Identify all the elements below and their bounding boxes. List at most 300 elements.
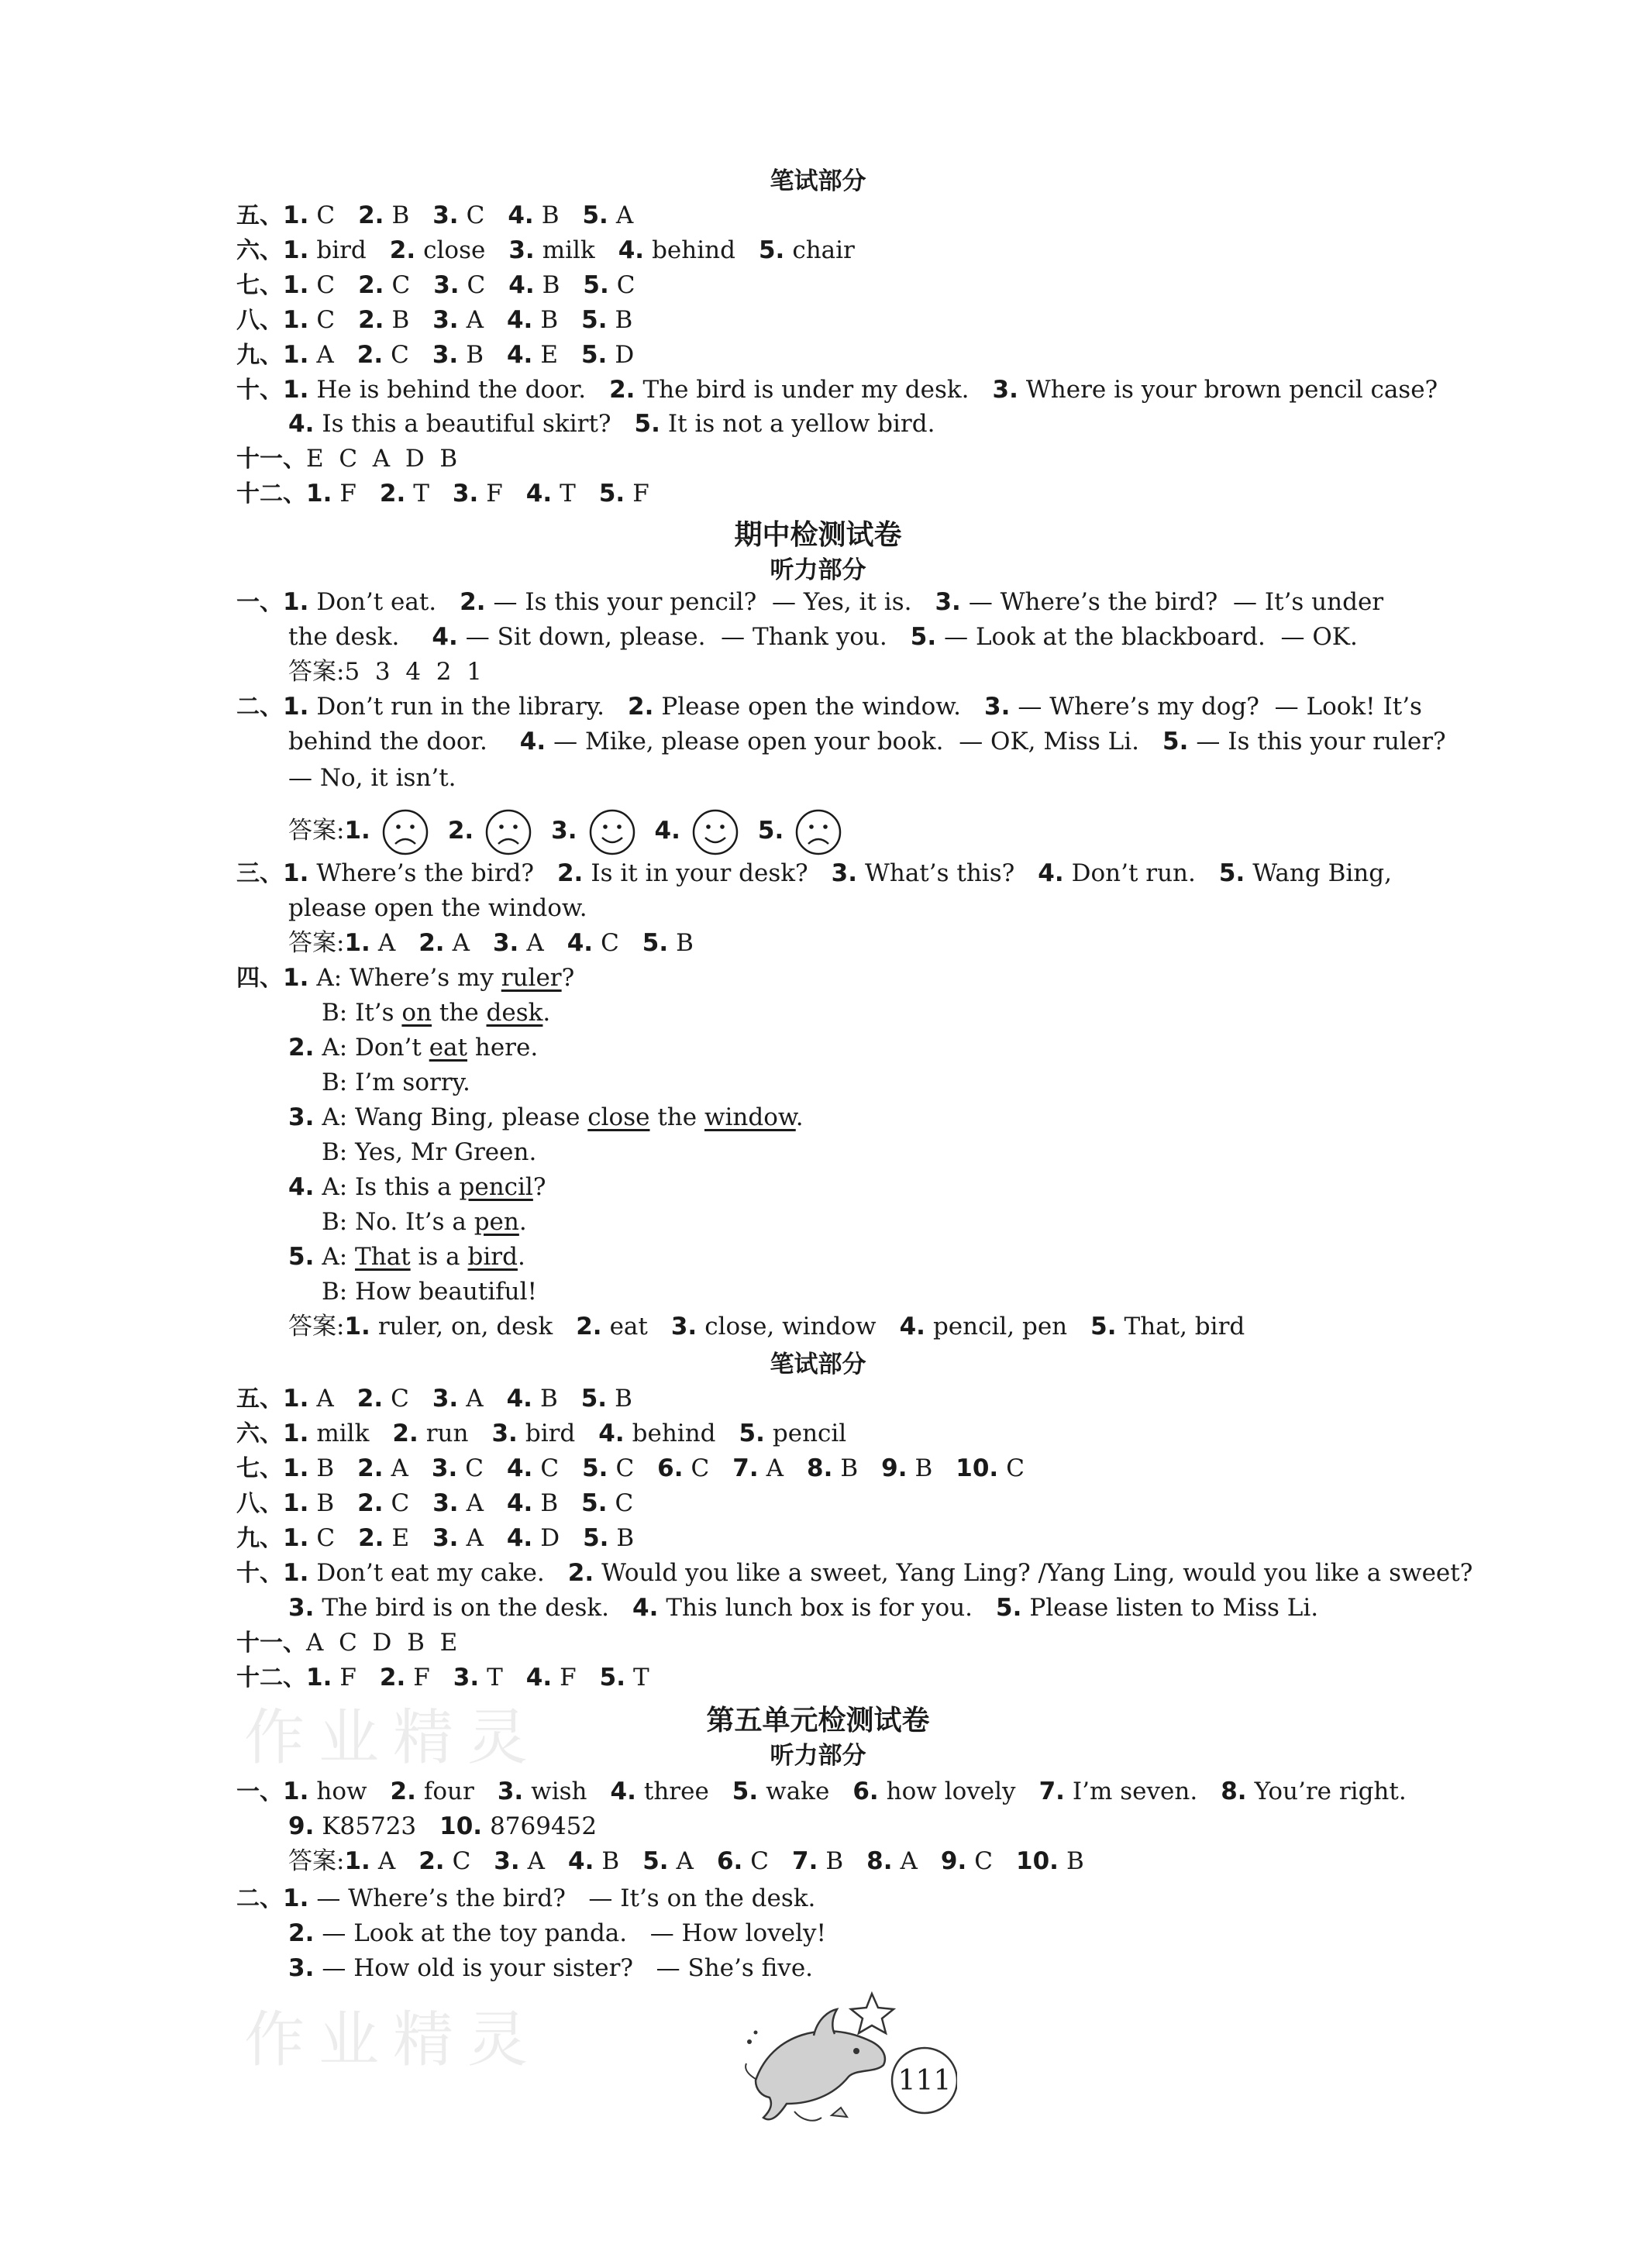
answer-item [581,303,632,337]
item-number: 2. [447,817,474,845]
item-number: 1. [283,236,309,264]
item-text: E [391,1524,410,1552]
item-text: 8769452 [490,1812,598,1840]
item-text: chair [792,236,855,264]
item-text: Don’t run. [1071,859,1196,887]
underlined-answer: window [704,1103,796,1131]
item-number: 5. [580,341,608,369]
sad-face-icon [794,808,842,856]
answer-item [1219,856,1392,890]
answer-item [526,477,576,511]
u4-s10-line1 [236,373,1481,408]
item-number: 5. [581,306,608,334]
item-text: You’re right. [1254,1778,1407,1805]
item-number: 2. [357,1454,384,1482]
answer-item [358,198,409,232]
answer-item [288,407,611,441]
answer-item [498,1774,587,1809]
smiley-face-icon [588,808,636,856]
answer-item [807,1451,858,1485]
underlined-answer: on [401,999,432,1027]
item-number: 1. [283,306,309,334]
item-text: C [601,929,619,957]
item-text: bird [316,236,367,264]
answer-item [283,233,367,267]
item-text: C [391,1489,410,1517]
answer-item [283,198,335,232]
answer-item [866,1844,918,1878]
item-number: 5. [1090,1313,1117,1340]
answer-item [357,338,409,372]
item-number: 10. [439,1812,483,1840]
item-number: 2. [418,929,445,957]
midterm-listening-heading: 听力部分 [770,556,866,584]
item-text: B [540,1489,559,1517]
answer-item [283,690,604,724]
item-text: B [316,1489,335,1517]
item-number: 1. [283,271,309,299]
answer-item [582,1451,634,1485]
item-number: 3. [831,859,857,887]
midterm-title: 期中检测试卷 [734,519,902,551]
item-text: wake [766,1778,830,1805]
item-number: 1. [283,1420,309,1447]
mid-s2-answer [288,800,1481,862]
item-number: 2. [628,693,654,721]
mid-s1-line2 [288,620,1481,654]
answer-item [358,1521,409,1555]
item-number: 3. [491,1420,518,1447]
face-answers [344,817,861,845]
item-text: C [974,1847,994,1875]
answer-item [1016,1844,1084,1878]
item-number: 1. [283,341,309,369]
mid-s7 [236,1451,1481,1486]
item-text: A [377,1847,396,1875]
mid-s10-line1 [236,1556,1481,1591]
answer-item [941,1844,993,1878]
item-text: A [466,306,484,334]
answer-item [732,1774,830,1809]
item-text: C [316,201,336,229]
answer-item [642,1844,694,1878]
dialogue-text: . [542,999,551,1027]
item-number: 5. [757,817,784,845]
answer-item [283,1774,367,1809]
u5-s1-answers [344,1847,1107,1875]
mid-s3-items [283,859,1415,887]
dialogue-text: A: Wang Bing, please [322,1103,588,1131]
mid-s4-d1a [236,961,1481,996]
item-number: 5. [583,271,609,299]
item-text: Is this a beautiful skirt? [322,410,611,438]
item-number: 4. [288,1173,315,1201]
item-text: ruler, on, desk [377,1313,553,1340]
answer-item [557,856,808,890]
item-number: 4. [506,306,533,334]
item-text: behind [632,1420,716,1447]
item-number: 2. [460,588,486,616]
answer-item [598,1416,715,1451]
item-text: Where’s the bird? [316,859,534,887]
answer-item [357,1451,408,1485]
mid-s2-items2 [520,728,1469,755]
answer-label: 答案: [288,658,345,686]
item-number: 3. [452,480,479,508]
item-number: 4. [567,929,594,957]
item-number: 4. [519,728,546,755]
item-text: close [423,236,486,264]
u5-s2-items2 [288,1919,849,1947]
item-number: 4. [506,1489,533,1517]
item-text: — Is this your ruler? [1196,728,1446,755]
answer-text: A C D B E [306,1629,458,1657]
item-text: E [540,341,558,369]
u5-s1-answer [288,1844,1481,1878]
item-text: eat [609,1313,648,1340]
item-text: A [527,1847,546,1875]
answer-item [1090,1310,1245,1344]
section-label: 九、 [236,1525,283,1552]
item-text: B [542,271,560,299]
item-number: 4. [506,1385,532,1413]
section-label: 一、 [236,1778,283,1805]
mid-s4-d5b: B: How beautiful! [322,1278,537,1306]
item-number: 5. [1162,728,1189,755]
answer-item [283,1881,815,1915]
dialogue-text: B: No. It’s a [322,1208,474,1236]
answer-item [911,620,1358,654]
item-number: 4. [506,1524,533,1552]
item-text: T [633,1664,649,1692]
item-number: 3. [453,1664,480,1692]
item-text: pencil [772,1420,847,1447]
mid-s1-items [283,588,1407,616]
answer-item [792,1844,843,1878]
answer-item [581,338,634,372]
answer-text: E C A D B [306,445,458,473]
item-text: C [1006,1454,1025,1482]
item-number: 1. [283,1559,309,1587]
item-text: F [560,1664,577,1692]
item-number: 2. [567,1559,594,1587]
u4-s12 [236,477,1481,511]
item-number: 5. [1218,859,1245,887]
item-number: 1. [283,1489,309,1517]
item-number: 2. [356,341,384,369]
item-text: B [825,1847,844,1875]
answer-item [508,233,594,267]
item-text: B [541,201,560,229]
item-text: F [413,1664,430,1692]
answer-item [460,585,911,619]
answer-item [432,1451,484,1485]
u5-s1-line2 [288,1809,1481,1843]
item-text: A [615,201,634,229]
item-number: 1. [283,1454,309,1482]
item-text: Is it in your desk? [591,859,808,887]
answer-item [642,926,694,960]
item-number: 3. [288,1954,315,1982]
unit5-listening-heading: 听力部分 [770,1742,866,1770]
answer-item [739,1416,847,1451]
item-text: milk [542,236,595,264]
answer-item [600,1661,649,1695]
sad-face-icon [484,808,532,856]
item-number: 4. [525,1664,553,1692]
dialogue-text: B: It’s [322,999,402,1027]
item-number: 8. [866,1847,893,1875]
answer-item [283,303,335,337]
item-text: wish [531,1778,587,1805]
mid-s6 [236,1416,1481,1451]
dialogue-text: here. [467,1034,539,1062]
item-number: 4. [508,271,535,299]
item-text: C [465,1454,484,1482]
u4-s10-items-b [288,410,958,438]
item-text: A [377,929,396,957]
dialogue-text: A: Don’t [322,1034,429,1062]
mid-s3-answer [288,926,1481,960]
underlined-answer: That [355,1243,411,1271]
section-label: 十二、 [236,480,306,508]
answer-item [632,1591,973,1625]
u5-s2-line2 [288,1916,1481,1950]
answer-item [283,338,334,372]
item-text: The bird is on the desk. [322,1594,609,1622]
item-text: Would you like a sweet, Yang Ling? /Yang Ling, would you like a sweet? [601,1559,1473,1587]
item-text: The bird is under my desk. [642,376,970,404]
dialogue-line [316,964,574,992]
item-number: 5. [582,1454,608,1482]
midterm-written-heading: 笔试部分 [770,1351,866,1378]
item-text: C [750,1847,770,1875]
item-number: 5. [288,1243,315,1271]
item-number: 2. [357,1489,384,1517]
item-text: F [486,480,503,508]
item-number: 2. [379,480,406,508]
answer-item [493,926,544,960]
mid-s1-answer [288,655,1481,689]
answer-label: 答案: [288,929,345,957]
item-text: B [1066,1847,1084,1875]
u5-s2-line3 [288,1951,1481,1985]
item-text: Where is your brown pencil case? [1025,376,1438,404]
item-text: A [466,1385,484,1413]
answer-item [567,926,619,960]
answer-item [507,303,558,337]
item-number: 5. [580,1385,608,1413]
item-text: four [423,1778,474,1805]
item-number: 3. [497,1778,524,1805]
answer-item [432,1521,484,1555]
underlined-answer: pencil [459,1173,533,1201]
section-label: 九、 [236,342,283,369]
dialogue-line [322,1034,538,1062]
item-text: A [900,1847,918,1875]
answer-item [759,233,855,267]
dialogue-text: ? [532,1173,546,1201]
line-start: behind the door. [288,728,487,755]
item-number: 1. [283,376,309,404]
u4-s10-items-a [283,376,1461,404]
answer-item [344,926,395,960]
item-text: B [539,1385,558,1413]
section-label: 十二、 [236,1664,306,1692]
answer-item [657,1451,709,1485]
item-text: — Where’s my dog? — Look! It’s [1018,693,1422,721]
item-number: 9. [881,1454,908,1482]
item-number: 5. [732,1778,759,1805]
underlined-answer: desk [486,999,543,1027]
item-number: 2. [356,1385,384,1413]
answer-item [283,1556,545,1590]
answer-item [283,1382,334,1416]
item-text: — How old is your sister? — She’s five. [322,1954,814,1982]
underlined-answer: bird [467,1243,518,1271]
item-text: — Where’s the bird? — It’s on the desk. [316,1884,816,1912]
dialogue-text: A: [322,1243,356,1271]
item-text: — Is this your pencil? — Yes, it is. [493,588,912,616]
answer-item [507,1451,559,1485]
item-text: A [466,1524,484,1552]
answer-item [520,724,1139,759]
item-text: B [601,1847,620,1875]
item-text: F [339,480,356,508]
answer-item [418,1844,470,1878]
item-text: A [676,1847,694,1875]
line-start: the desk. [288,623,400,651]
mid-s3-line2: please open the window. [288,894,587,922]
item-text: Don’t eat. [316,588,437,616]
item-number: 1. [344,1313,370,1340]
item-text: B [615,1385,632,1413]
answer-item [618,233,735,267]
item-number: 9. [288,1812,315,1840]
section-label: 五、 [236,1385,283,1413]
dolphin-icon [740,1988,957,2135]
answer-item [357,1382,409,1416]
mid-s2-items [283,693,1445,721]
answer-item [432,1382,484,1416]
item-text: D [615,341,635,369]
answer-item [283,268,335,302]
item-number: 4. [508,201,534,229]
item-number: 4. [506,1454,533,1482]
item-number: 4. [568,1847,594,1875]
answer-label: 答案: [288,1847,345,1875]
item-number: 2. [358,1524,384,1552]
item-number: 4. [598,1420,625,1447]
item-number: 3. [984,693,1011,721]
unit5-title: 第五单元检测试卷 [706,1705,930,1736]
item-text: T [487,1664,503,1692]
dialogue-line [322,1208,527,1236]
item-number: 10. [956,1454,999,1482]
u4-s8 [236,303,1481,338]
answer-item [357,1486,409,1520]
item-number: 9. [940,1847,967,1875]
answer-item [507,1486,558,1520]
item-number: 1. [283,1778,309,1805]
mid-s4-answers [344,1313,1268,1340]
u4-s11 [236,442,1481,477]
item-number: 4. [1038,859,1064,887]
item-text: T [413,480,429,508]
answer-item [984,690,1422,724]
item-text: A [526,929,544,957]
item-number: 1. [283,1884,309,1912]
answer-item [288,1591,609,1625]
underlined-answer: ruler [501,964,562,992]
mid-s2-line1 [236,690,1481,724]
item-number: 8. [807,1454,833,1482]
item-number: 6. [657,1454,684,1482]
section-label: 七、 [236,1455,283,1482]
item-number: 4. [506,341,533,369]
mid-s4-d4b [322,1205,1481,1239]
item-number: 8. [1221,1778,1247,1805]
mid-s1-items2 [432,623,1380,651]
item-text: B [391,306,410,334]
section-label: 二、 [236,693,283,721]
item-number: 4. [432,623,458,651]
answer-item [507,1382,558,1416]
answer-item [432,303,484,337]
answer-item [852,1774,1015,1809]
item-number: 1. [306,480,332,508]
underlined-answer: close [587,1103,650,1131]
answer-item [576,1310,648,1344]
answer-item [732,1451,784,1485]
answer-item [507,338,558,372]
mid-s8 [236,1486,1481,1521]
item-number: 3. [433,271,460,299]
item-number: 5. [642,929,669,957]
item-text: A [466,1489,484,1517]
u4-s9 [236,338,1481,373]
answer-item [581,1382,632,1416]
mid-s3-answers [344,929,716,957]
item-number: 3. [432,341,459,369]
item-number: 3. [992,376,1018,404]
u4-s7 [236,268,1481,303]
item-number: 2. [358,306,384,334]
item-number: 3. [432,1385,459,1413]
item-number: 7. [732,1454,759,1482]
answer-item [881,1451,932,1485]
item-text: A [316,1385,334,1413]
answer-item [611,1774,709,1809]
item-text: — Look at the blackboard. — OK. [944,623,1358,651]
answer-item [717,1844,769,1878]
item-text: B [616,1524,635,1552]
mid-s10-items2 [288,1594,1342,1622]
item-text: C [615,1489,634,1517]
underlined-answer: eat [429,1034,467,1062]
answer-item [283,585,436,619]
dialogue-text: is a [410,1243,468,1271]
u4-s5 [236,198,1481,233]
item-number: 2. [576,1313,602,1340]
item-number: 1. [283,964,309,992]
answer-item [418,926,470,960]
item-number: 1. [283,1385,309,1413]
dolphin-illustration [740,1988,957,2135]
item-text: C [452,1847,471,1875]
item-number: 3. [935,588,961,616]
dialogue-text: the [649,1103,704,1131]
